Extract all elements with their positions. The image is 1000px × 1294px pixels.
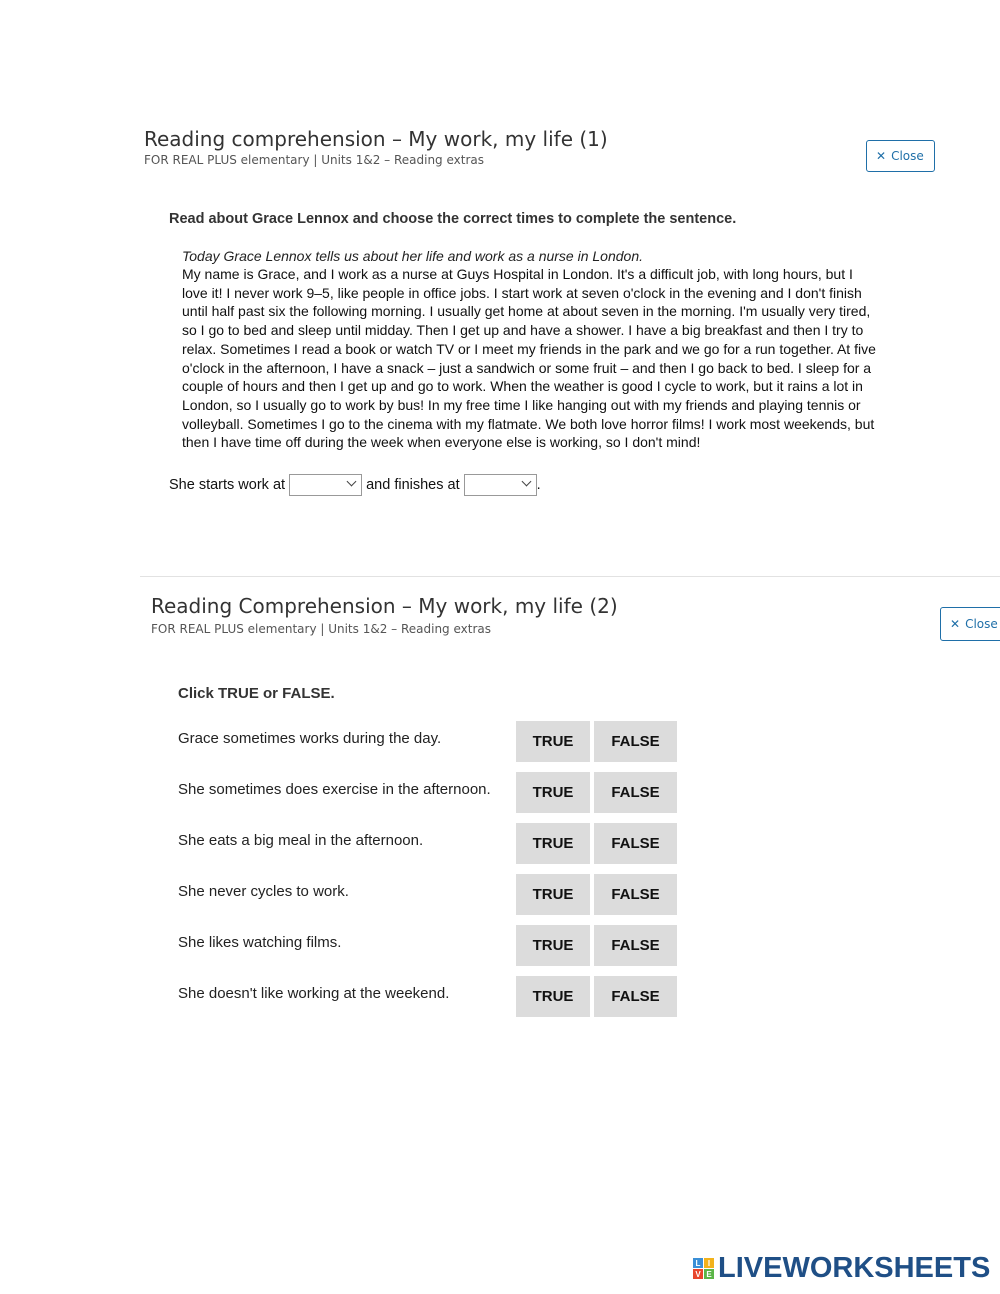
close-icon: ✕	[876, 149, 887, 163]
liveworksheets-logo	[693, 1252, 990, 1285]
statement-5: She likes watching films.	[178, 934, 342, 951]
true-button-1[interactable]: TRUE	[516, 721, 590, 762]
statement-6: She doesn't like working at the weekend.	[178, 985, 450, 1002]
start-time-select[interactable]	[289, 474, 362, 496]
passage-intro: Today Grace Lennox tells us about her life and work as a nurse in London.	[182, 248, 643, 264]
statement-1: Grace sometimes works during the day.	[178, 730, 442, 747]
false-button-6[interactable]: FALSE	[594, 976, 677, 1017]
passage-line: so I go to bed and sleep until midday. Then I get up and have a shower. I have a big breakfast and then I try to	[182, 322, 864, 339]
logo-letter: E	[704, 1269, 714, 1279]
passage-line: then I have time off during the week when everyone else is working, so I don't mind!	[182, 434, 701, 451]
true-button-3[interactable]: TRUE	[516, 823, 590, 864]
passage-line: couple of hours and then I get up and go to work. When the weather is good I cycle to work, but it rains a lot in	[182, 378, 863, 395]
logo-text: LIVEWORKSHEETS	[718, 1252, 991, 1284]
sentence-end: .	[536, 476, 541, 493]
section1-instruction: Read about Grace Lennox and choose the correct times to complete the sentence.	[169, 211, 737, 227]
close-icon: ✕	[950, 617, 961, 631]
passage-line: My name is Grace, and I work as a nurse at Guys Hospital in London. It's a difficult job, with long hours, but I	[182, 266, 853, 282]
true-button-5[interactable]: TRUE	[516, 925, 590, 966]
completion-sentence	[169, 474, 541, 496]
passage-line: London, so I usually go to work by bus! In my free time I like hanging out with my friends and playing tennis or	[182, 396, 861, 413]
true-button-6[interactable]: TRUE	[516, 976, 590, 1017]
passage-line: relax. Sometimes I read a book or watch TV or I meet my friends in the park and we go for a run together. At five	[182, 340, 876, 357]
sentence-part1: She starts work at	[169, 476, 286, 493]
passage-line: o'clock in the afternoon, I have a snack – just a sandwich or some fruit – and then I go back to bed. I sleep for a	[182, 359, 872, 376]
close-label: Close	[965, 617, 998, 631]
section1-title: Reading comprehension – My work, my life (1)	[144, 127, 608, 151]
passage-line: love it! I never work 9–5, like people in office jobs. I start work at seven o'clock in the evening and I don't finish	[182, 284, 862, 301]
reading-passage	[182, 265, 902, 452]
section2-close-button[interactable]	[940, 607, 1000, 641]
false-button-2[interactable]: FALSE	[594, 772, 677, 813]
statement-4: She never cycles to work.	[178, 883, 349, 900]
logo-letter: V	[693, 1269, 703, 1279]
logo-letter: I	[704, 1258, 714, 1268]
section2-subtitle: FOR REAL PLUS elementary | Units 1&2 – Reading extras	[151, 622, 492, 636]
true-button-4[interactable]: TRUE	[516, 874, 590, 915]
statement-3: She eats a big meal in the afternoon.	[178, 832, 424, 849]
section1-close-button[interactable]	[866, 140, 935, 172]
true-button-2[interactable]: TRUE	[516, 772, 590, 813]
section2-instruction: Click TRUE or FALSE.	[178, 685, 335, 702]
false-button-4[interactable]: FALSE	[594, 874, 677, 915]
section-divider	[140, 576, 1000, 577]
false-button-5[interactable]: FALSE	[594, 925, 677, 966]
logo-letter: L	[693, 1258, 703, 1268]
finish-time-select[interactable]	[464, 474, 537, 496]
logo-mark-icon	[693, 1258, 714, 1279]
passage-line: until half past six the following morning. I usually get home at about seven in the morning. I'm usually very tired,	[182, 303, 871, 320]
statement-2: She sometimes does exercise in the afternoon.	[178, 781, 491, 798]
false-button-1[interactable]: FALSE	[594, 721, 677, 762]
section1-subtitle: FOR REAL PLUS elementary | Units 1&2 – Reading extras	[144, 153, 485, 167]
section2-title: Reading Comprehension – My work, my life (2)	[151, 594, 618, 618]
sentence-part2: and finishes at	[366, 476, 460, 493]
passage-line: volleyball. Sometimes I go to the cinema with my flatmate. We both love horror films! I work most weekends, but	[182, 415, 875, 432]
chevron-down-icon	[347, 477, 357, 487]
chevron-down-icon	[521, 477, 531, 487]
close-label: Close	[891, 149, 924, 163]
false-button-3[interactable]: FALSE	[594, 823, 677, 864]
